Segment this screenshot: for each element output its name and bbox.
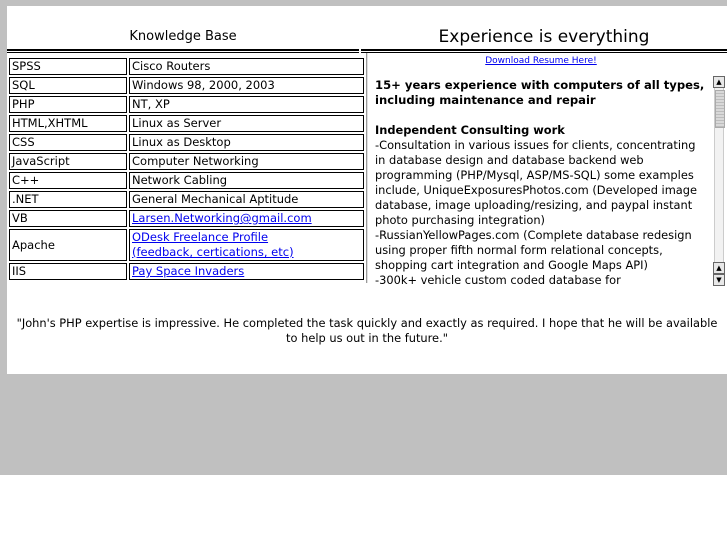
- skill-cell: HTML,XHTML: [9, 115, 127, 132]
- arrow-down-icon: ▼: [716, 276, 722, 284]
- scroll-down-button[interactable]: [713, 274, 725, 286]
- scroll-down-button-upper[interactable]: [713, 262, 725, 274]
- arrow-up-icon: ▲: [716, 78, 722, 86]
- experience-content: [369, 78, 713, 284]
- table-row: [9, 77, 364, 94]
- arrow-up-icon: ▲: [716, 264, 722, 272]
- detail-cell: [129, 229, 364, 261]
- table-row: [9, 172, 364, 189]
- table-row: [9, 229, 364, 261]
- skill-cell: .NET: [9, 191, 127, 208]
- experience-lead: 15+ years experience with computers of all types, including maintenance and repair: [375, 78, 705, 107]
- detail-cell: Windows 98, 2000, 2003: [129, 77, 364, 94]
- detail-cell: [129, 210, 364, 227]
- column-divider: [366, 53, 368, 283]
- content-panel: [7, 6, 727, 374]
- skills-table: [7, 56, 366, 282]
- header-rule-left: [7, 49, 359, 53]
- detail-cell: [129, 263, 364, 280]
- table-row: [9, 134, 364, 151]
- experience-title: Experience is everything: [438, 27, 650, 47]
- testimonial-quote: "John's PHP expertise is impressive. He completed the task quickly and exactly as required. I hope that he will be available to help us out in the future.": [16, 316, 718, 345]
- detail-cell: Cisco Routers: [129, 58, 364, 75]
- detail-cell: NT, XP: [129, 96, 364, 113]
- scroll-track[interactable]: [714, 88, 724, 262]
- table-row: [9, 58, 364, 75]
- odesk-profile-link-line2: (feedback, certications, etc): [132, 245, 294, 259]
- odesk-profile-link-line1: ODesk Freelance Profile: [132, 230, 269, 244]
- consulting-heading: Independent Consulting work: [375, 123, 565, 137]
- experience-header: [361, 6, 727, 52]
- skill-cell: PHP: [9, 96, 127, 113]
- detail-cell: Linux as Desktop: [129, 134, 364, 151]
- skill-cell: SPSS: [9, 58, 127, 75]
- knowledge-base-title: Knowledge Base: [129, 29, 237, 44]
- detail-cell: Network Cabling: [129, 172, 364, 189]
- scroll-thumb[interactable]: [715, 90, 725, 128]
- table-row: [9, 210, 364, 227]
- experience-paragraph: -Consultation in various issues for clients, concentrating in database design and database backend web programming (PHP/Mysql, ASP/MS-SQL) some examples include, UniqueExposuresPhotos.com (Developed image database, image uploading/resizing, and paypal instant photo purchasing integration): [375, 138, 698, 227]
- table-row: [9, 96, 364, 113]
- skill-cell: VB: [9, 210, 127, 227]
- skill-cell: Apache: [9, 229, 127, 261]
- detail-cell: Computer Networking: [129, 153, 364, 170]
- scroll-up-button[interactable]: [713, 76, 725, 88]
- skill-cell: SQL: [9, 77, 127, 94]
- skill-cell: CSS: [9, 134, 127, 151]
- experience-scrollbar[interactable]: [713, 76, 725, 286]
- skill-cell: IIS: [9, 263, 127, 280]
- table-row: [9, 115, 364, 132]
- experience-scroll-box[interactable]: [369, 56, 713, 284]
- email-link[interactable]: Larsen.Networking@gmail.com: [132, 211, 312, 225]
- table-row: [9, 263, 364, 280]
- header-rule-right: [361, 49, 727, 53]
- table-row: [9, 191, 364, 208]
- knowledge-base-header: [7, 6, 359, 52]
- experience-paragraph: -RussianYellowPages.com (Complete database redesign using proper fifth normal form relational concepts, shopping cart integration and Google Maps API): [375, 228, 692, 272]
- experience-paragraph: -300k+ vehicle custom coded database for: [375, 273, 621, 284]
- skill-cell: C++: [9, 172, 127, 189]
- skill-cell: JavaScript: [9, 153, 127, 170]
- detail-cell: General Mechanical Aptitude: [129, 191, 364, 208]
- download-resume-link[interactable]: Download Resume Here!: [485, 56, 597, 66]
- detail-cell: Linux as Server: [129, 115, 364, 132]
- odesk-profile-link[interactable]: [132, 230, 294, 259]
- pay-space-invaders-link[interactable]: Pay Space Invaders: [132, 264, 245, 278]
- table-row: [9, 153, 364, 170]
